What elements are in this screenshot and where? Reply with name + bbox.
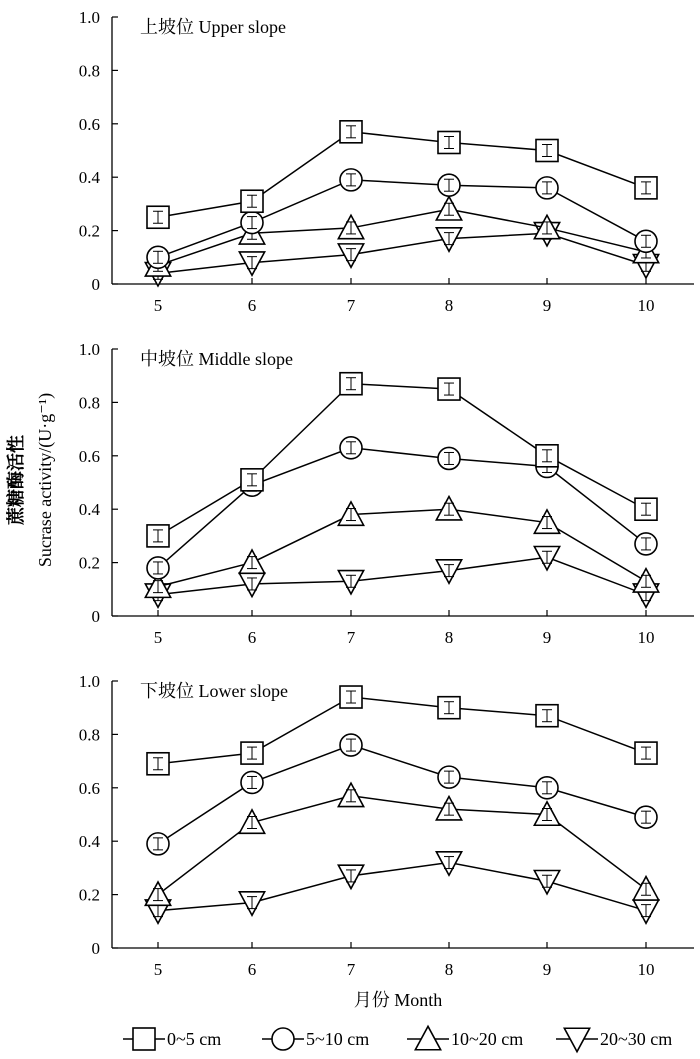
y-tick-label: 0 — [91, 939, 100, 958]
series-line — [158, 557, 646, 594]
x-tick-label: 7 — [346, 296, 356, 315]
y-tick-label: 1.0 — [78, 8, 100, 27]
x-tick-label: 8 — [444, 628, 454, 647]
series-line — [158, 448, 646, 568]
y-tick-label: 0.8 — [78, 725, 100, 745]
series-10-20-cm — [145, 197, 658, 276]
x-tick-label: 9 — [542, 960, 552, 979]
y-tick-label: 0.4 — [78, 500, 100, 520]
panel-title: 中坡位 Middle slope — [140, 349, 293, 369]
panel-2 — [79, 340, 694, 647]
y-tick-label: 0.2 — [78, 553, 100, 573]
y-axis-title-zh: 蔗糖酶活性 — [6, 435, 26, 525]
y-tick-label: 1.0 — [78, 672, 100, 691]
x-tick-label: 8 — [444, 960, 454, 979]
legend-marker — [272, 1028, 294, 1050]
series-line — [158, 745, 646, 844]
y-axis-title — [5, 393, 56, 567]
legend-label: 0~5 cm — [167, 1029, 222, 1049]
series-5-10-cm — [147, 734, 657, 855]
x-tick-label: 10 — [637, 628, 655, 647]
x-tick-label: 10 — [637, 960, 655, 979]
series-line — [158, 384, 646, 536]
series-line — [158, 697, 646, 764]
panel-title: 下坡位 Lower slope — [140, 681, 288, 701]
y-tick-label: 0.6 — [78, 778, 100, 798]
y-tick-label: 0.4 — [78, 168, 100, 188]
series-20-30-cm — [145, 547, 658, 608]
series-20-30-cm — [145, 223, 658, 286]
x-tick-label: 8 — [444, 296, 454, 315]
x-tick-label: 6 — [247, 628, 257, 647]
series-line — [158, 796, 646, 895]
legend-label: 20~30 cm — [600, 1029, 673, 1049]
x-tick-label: 5 — [153, 296, 163, 315]
legend-marker — [415, 1026, 440, 1049]
legend — [123, 1026, 672, 1051]
x-tick-label: 6 — [247, 296, 257, 315]
legend-item — [262, 1028, 369, 1050]
y-tick-label: 0.8 — [78, 393, 100, 413]
y-tick-label: 0.8 — [78, 61, 100, 81]
y-tick-label: 0.2 — [78, 221, 100, 241]
y-tick-label: 0.4 — [78, 832, 100, 852]
chart-panels — [79, 8, 694, 979]
x-axis-title: 月份 Month — [353, 990, 443, 1010]
x-tick-label: 6 — [247, 960, 257, 979]
series-line — [158, 209, 646, 265]
legend-item — [407, 1026, 523, 1049]
x-tick-label: 10 — [637, 296, 655, 315]
panel-1 — [79, 8, 694, 315]
series-20-30-cm — [145, 852, 658, 923]
series-0-5-cm — [147, 373, 657, 547]
x-tick-label: 9 — [542, 296, 552, 315]
series-0-5-cm — [147, 121, 657, 228]
legend-item — [556, 1028, 672, 1051]
legend-label: 10~20 cm — [451, 1029, 524, 1049]
y-tick-label: 0 — [91, 607, 100, 626]
panel-title: 上坡位 Upper slope — [140, 17, 286, 37]
x-tick-label: 5 — [153, 960, 163, 979]
legend-item — [123, 1028, 221, 1050]
legend-marker — [133, 1028, 155, 1050]
x-tick-label: 7 — [346, 628, 356, 647]
series-line — [158, 863, 646, 911]
y-tick-label: 1.0 — [78, 340, 100, 359]
series-5-10-cm — [147, 437, 657, 579]
y-tick-label: 0.6 — [78, 114, 100, 134]
y-axis-title-en: Sucrase activity/(U·g⁻¹) — [35, 392, 55, 568]
series-line — [158, 132, 646, 217]
panel-3 — [79, 672, 694, 979]
x-tick-label: 7 — [346, 960, 356, 979]
x-tick-label: 5 — [153, 628, 163, 647]
y-tick-label: 0 — [91, 275, 100, 294]
y-tick-label: 0.2 — [78, 885, 100, 905]
legend-label: 5~10 cm — [306, 1029, 370, 1049]
x-tick-label: 9 — [542, 628, 552, 647]
y-tick-label: 0.6 — [78, 446, 100, 466]
series-line — [158, 233, 646, 273]
legend-marker — [564, 1028, 589, 1051]
